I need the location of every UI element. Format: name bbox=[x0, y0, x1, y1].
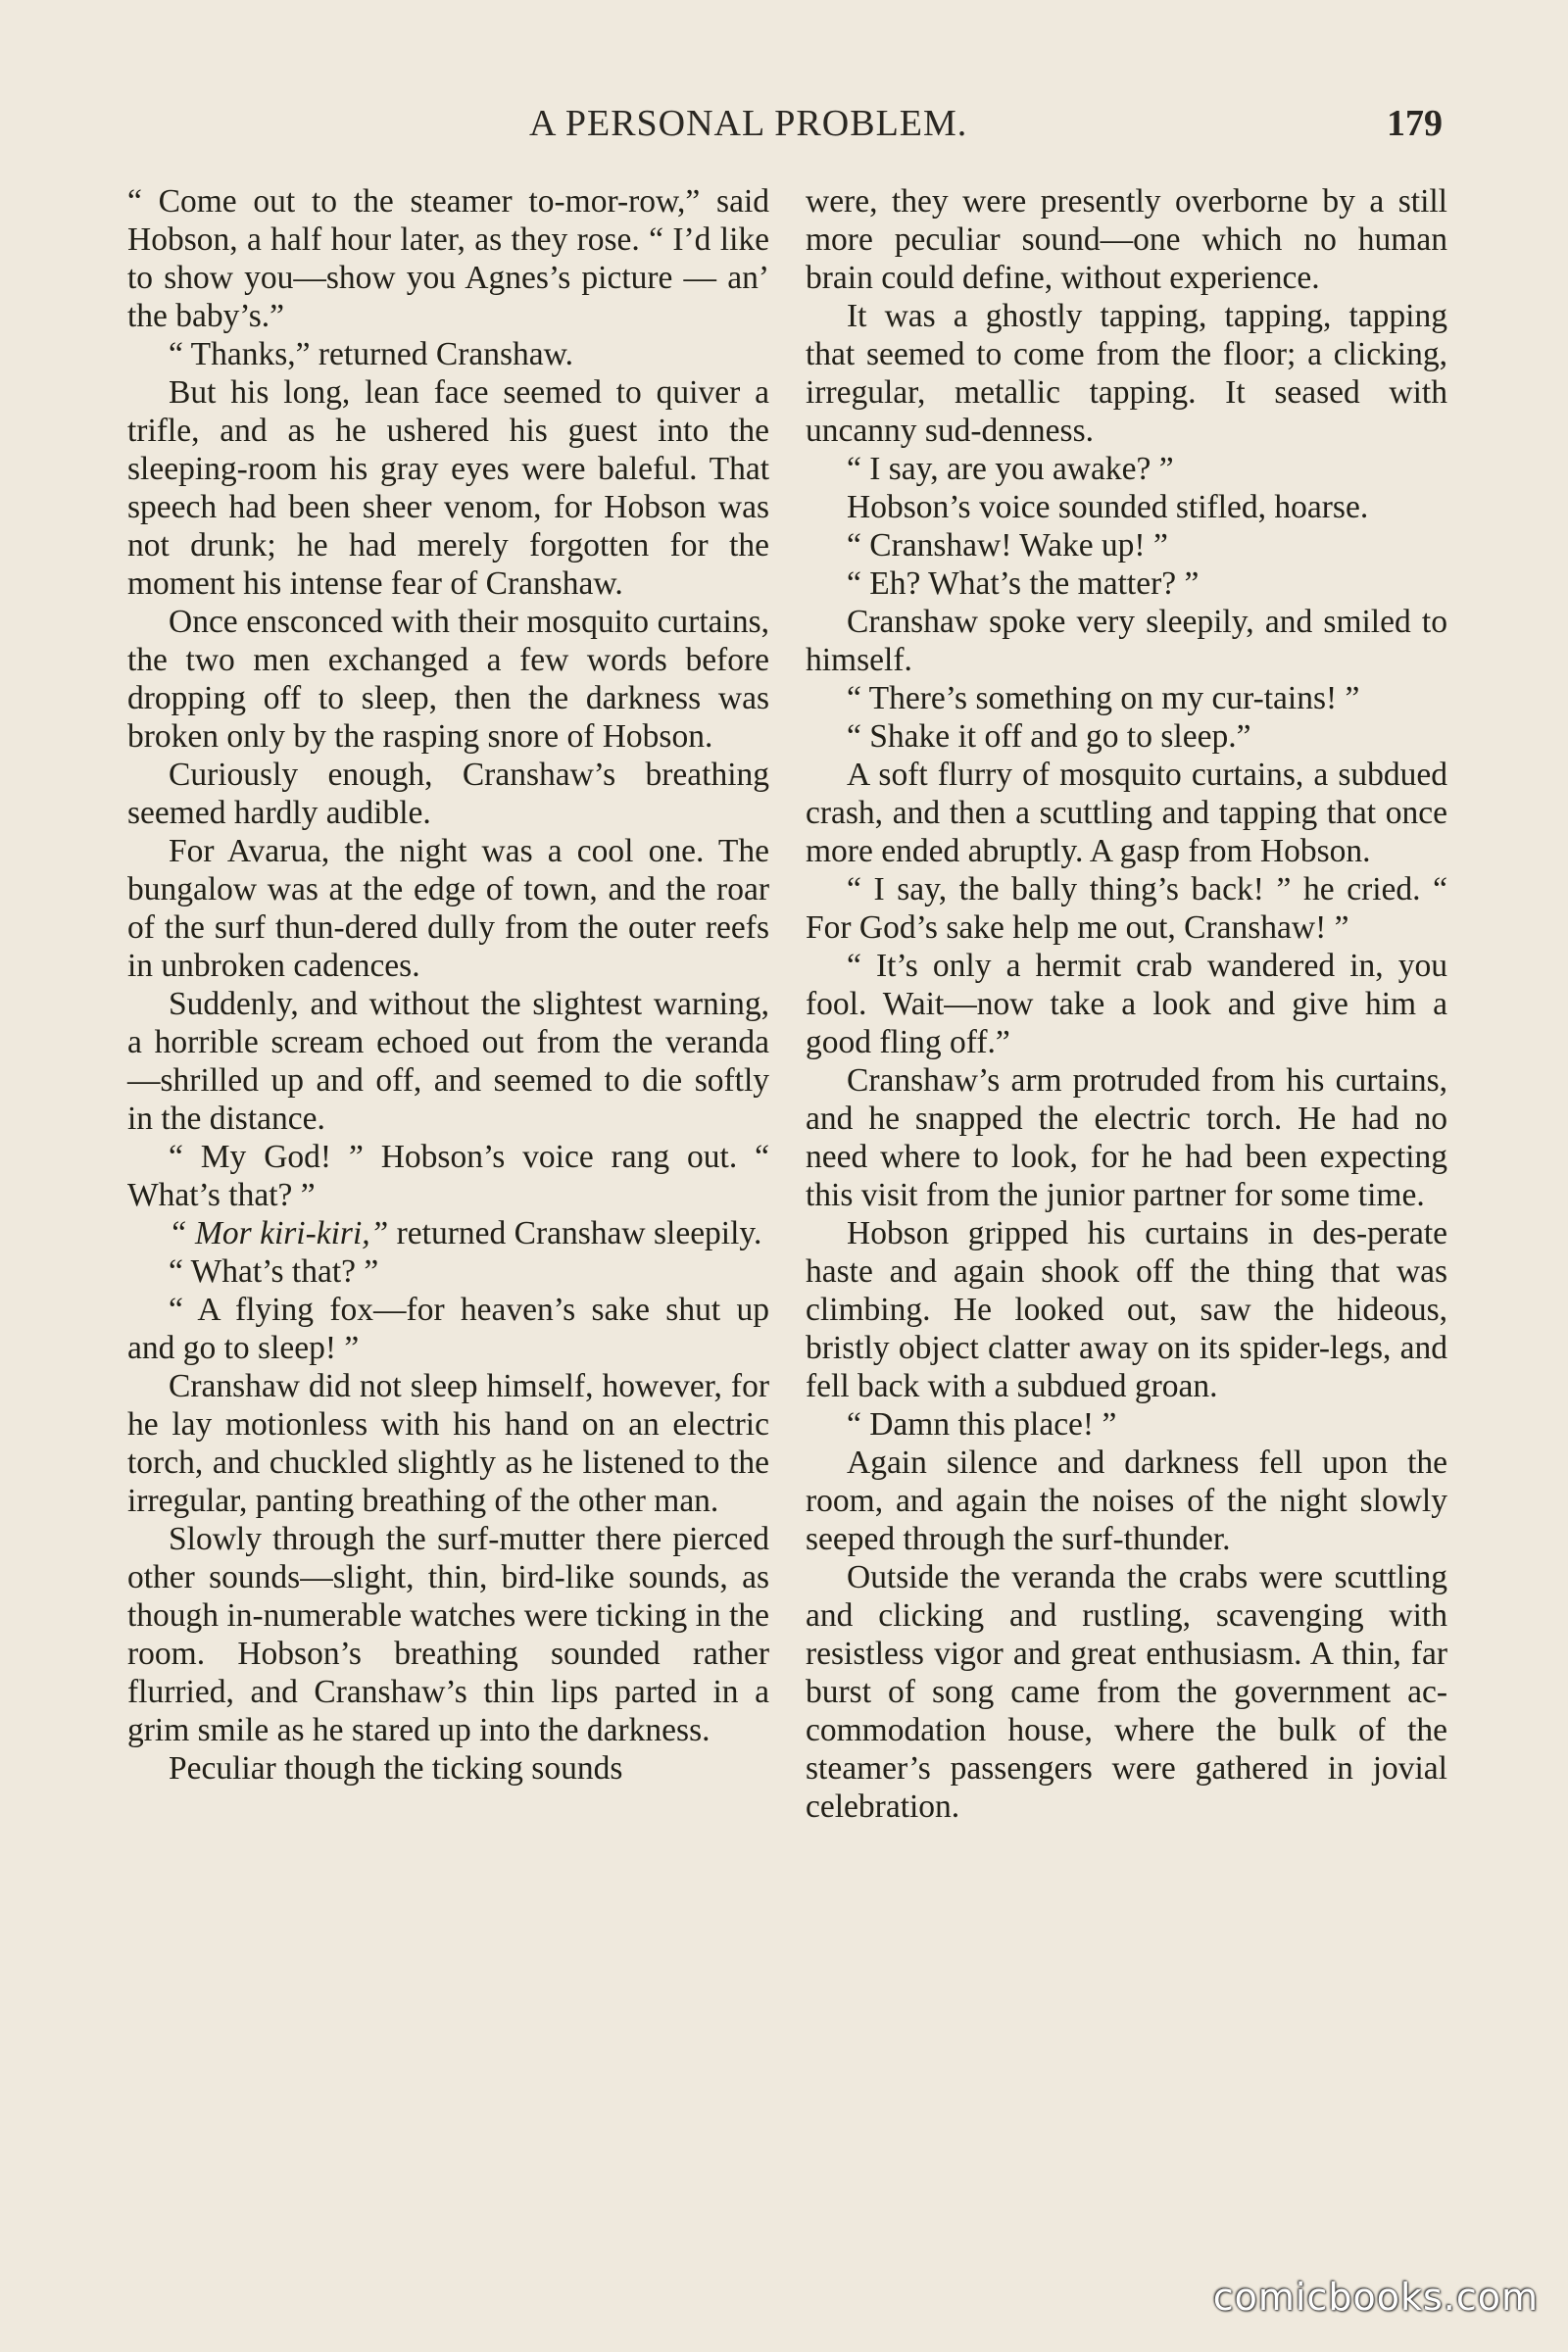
paragraph: Peculiar though the ticking sounds bbox=[169, 1750, 623, 1787]
paragraph: It was a ghostly tapping, tapping, tapping that seemed to come from the floor; a clicking, irregular, metallic tapping. It seased with uncanny sud-denness. bbox=[806, 298, 1447, 449]
paragraph: “ Thanks,” returned Cranshaw. bbox=[169, 336, 574, 372]
paragraph: “ I say, are you awake? ” bbox=[847, 451, 1174, 487]
paragraph: “ What’s that? ” bbox=[169, 1253, 379, 1290]
paragraph: Hobson gripped his curtains in des-perate haste and again shook off the thing that was climbing. He looked out, saw the hideous, bristly object clatter away on its spider-legs, and fell back with a subdued groan. bbox=[806, 1215, 1447, 1404]
paragraph: “ I say, the bally thing’s back! ” he cried. “ For God’s sake help me out, Cranshaw! ” bbox=[806, 871, 1447, 946]
paragraph: Cranshaw did not sleep himself, however, for he lay motionless with his hand on an electric torch, and chuckled slightly as he listened to the irregular, panting breathing of the other man. bbox=[127, 1368, 769, 1519]
paragraph: “ Eh? What’s the matter? ” bbox=[847, 565, 1200, 602]
watermark-logo: comicbooks.com bbox=[1212, 2276, 1539, 2319]
paragraph: “ Shake it off and go to sleep.” bbox=[847, 718, 1251, 755]
paragraph-italic-speech: “ Mor kiri-kiri,” returned Cranshaw sleepily. bbox=[169, 1215, 762, 1251]
page-number: 179 bbox=[1387, 103, 1443, 144]
paragraph: Again silence and darkness fell upon the room, and again the noises of the night slowly seeped through the surf-thunder. bbox=[806, 1445, 1447, 1557]
right-column bbox=[806, 182, 1447, 1826]
paragraph: Curiously enough, Cranshaw’s breathing seemed hardly audible. bbox=[127, 757, 769, 831]
paragraph: “ It’s only a hermit crab wandered in, you fool. Wait—now take a look and give him a good fling off.” bbox=[806, 948, 1447, 1060]
paragraph: Cranshaw’s arm protruded from his curtains, and he snapped the electric torch. He had no need where to look, for he had been expecting this visit from the junior partner for some time. bbox=[806, 1062, 1447, 1213]
paragraph: For Avarua, the night was a cool one. The bungalow was at the edge of town, and the roar of the surf thun-dered dully from the outer reefs in unbroken cadences. bbox=[127, 833, 769, 984]
paragraph: Suddenly, and without the slightest warning, a horrible scream echoed out from the veranda—shrilled up and off, and seemed to die softly in the distance. bbox=[127, 986, 769, 1137]
running-title: A PERSONAL PROBLEM. bbox=[529, 103, 968, 144]
paragraph: Once ensconced with their mosquito curtains, the two men exchanged a few words before dropping off to sleep, then the darkness was broken only by the rasping snore of Hobson. bbox=[127, 604, 769, 755]
left-column bbox=[127, 182, 769, 1788]
paragraph: Outside the veranda the crabs were scuttling and clicking and rustling, scavenging with resistless vigor and great enthusiasm. A thin, far burst of song came from the government ac-commodation house, where the bulk of the steamer’s passengers were gathered in jovial celebration. bbox=[806, 1559, 1447, 1825]
paragraph: “ Come out to the steamer to-mor-row,” said Hobson, a half hour later, as they rose. “ I’d like to show you—show you Agnes’s picture — an’ the baby’s.” bbox=[127, 183, 769, 334]
paragraph: “ A flying fox—for heaven’s sake shut up and go to sleep! ” bbox=[127, 1292, 769, 1366]
paragraph: “ There’s something on my cur-tains! ” bbox=[847, 680, 1360, 716]
paragraph: Cranshaw spoke very sleepily, and smiled to himself. bbox=[806, 604, 1447, 678]
paragraph: A soft flurry of mosquito curtains, a subdued crash, and then a scuttling and tapping that once more ended abruptly. A gasp from Hobson. bbox=[806, 757, 1447, 869]
paragraph: But his long, lean face seemed to quiver a trifle, and as he ushered his guest into the sleeping-room his gray eyes were baleful. That speech had been sheer venom, for Hobson was not drunk; he had merely forgotten for the moment his intense fear of Cranshaw. bbox=[127, 374, 769, 602]
paragraph: were, they were presently overborne by a still more peculiar sound—one which no human brain could define, without experience. bbox=[806, 183, 1447, 296]
paragraph: “ Damn this place! ” bbox=[847, 1406, 1117, 1443]
paragraph: Hobson’s voice sounded stifled, hoarse. bbox=[847, 489, 1369, 525]
paragraph: “ Cranshaw! Wake up! ” bbox=[847, 527, 1168, 564]
paragraph: Slowly through the surf-mutter there pierced other sounds—slight, thin, bird-like sounds, as though in-numerable watches were ticking in the room. Hobson’s breathing sounded rather flurried, and Cranshaw’s thin lips parted in a grim smile as he stared up into the darkness. bbox=[127, 1521, 769, 1748]
paragraph: “ My God! ” Hobson’s voice rang out. “ What’s that? ” bbox=[127, 1139, 769, 1213]
